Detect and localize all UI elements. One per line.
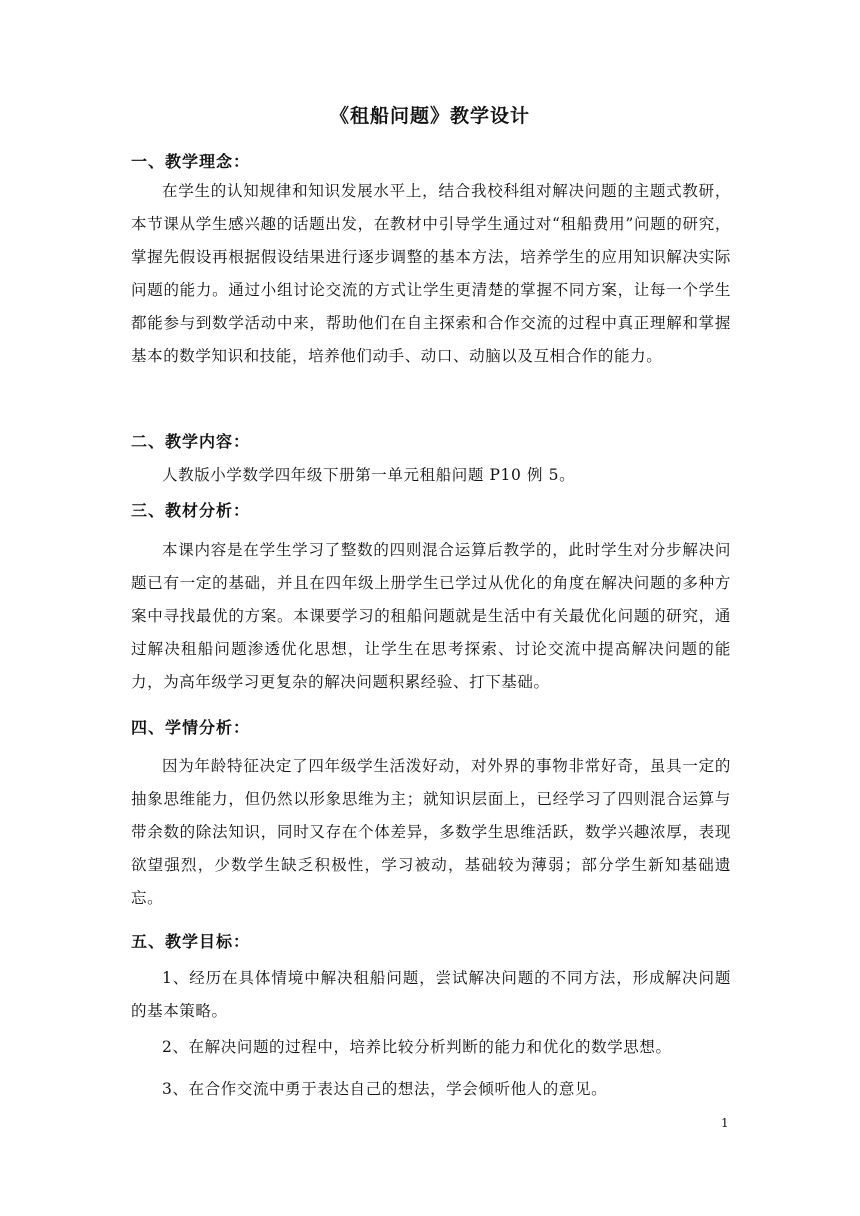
section-heading-textbook-analysis: 三、教材分析： bbox=[131, 501, 251, 520]
paragraph-teaching-philosophy: 在学生的认知规律和知识发展水平上，结合我校科组对解决问题的主题式教研，本节课从学生感兴趣的话题出发，在教材中引导学生通过对“租船费用”问题的研究，掌握先假设再根据假设结果进行逐步调整的基本方法，培养学生的应用知识解决实际问题的能力。通过小组讨论交流的方式让学生更清楚的掌握不同方案，让每一个学生都能参与到数学活动中来，帮助他们在自主探索和合作交流的过程中真正理解和掌握基本的数学知识和技能，培养他们动手、动口、动脑以及互相合作的能力。 bbox=[131, 182, 731, 365]
document-title: 《租船问题》教学设计 bbox=[329, 105, 530, 127]
section-heading-teaching-philosophy: 一、教学理念： bbox=[131, 152, 251, 171]
paragraph-textbook-analysis: 本课内容是在学生学习了整数的四则混合运算后教学的，此时学生对分步解决问题已有一定的基础，并且在四年级上册学生已学过从优化的角度在解决问题的多种方案中寻找最优的方案。本课要学习的租船问题就是生活中有关最优化问题的研究，通过解决租船问题渗透优化思想，让学生在思考探索、讨论交流中提高解决问题的能力，为高年级学习更复杂的解决问题积累经验、打下基础。 bbox=[131, 541, 731, 691]
paragraph-student-analysis: 因为年龄特征决定了四年级学生活泼好动，对外界的事物非常好奇，虽具一定的抽象思维能力，但仍然以形象思维为主；就知识层面上，已经学习了四则混合运算与带余数的除法知识，同时又存在个体差异，多数学生思维活跃，数学兴趣浓厚，表现欲望强烈，少数学生缺乏积极性，学习被动，基础较为薄弱；部分学生新知基础遗忘。 bbox=[131, 757, 731, 907]
paragraph-teaching-content: 人教版小学数学四年级下册第一单元租船问题 P10 例 5。 bbox=[162, 466, 576, 484]
section-heading-student-analysis: 四、学情分析： bbox=[131, 718, 251, 737]
teaching-goal-1: 1、经历在具体情境中解决租船问题，尝试解决问题的不同方法，形成解决问题的基本策略。 bbox=[131, 969, 731, 1020]
teaching-goal-2: 2、在解决问题的过程中，培养比较分析判断的能力和优化的数学思想。 bbox=[162, 1038, 672, 1056]
section-heading-teaching-content: 二、教学内容： bbox=[131, 432, 251, 451]
teaching-goal-3: 3、在合作交流中勇于表达自己的想法，学会倾听他人的意见。 bbox=[162, 1080, 608, 1098]
page-number: 1 bbox=[721, 1116, 729, 1130]
section-heading-teaching-goals: 五、教学目标： bbox=[131, 932, 251, 951]
